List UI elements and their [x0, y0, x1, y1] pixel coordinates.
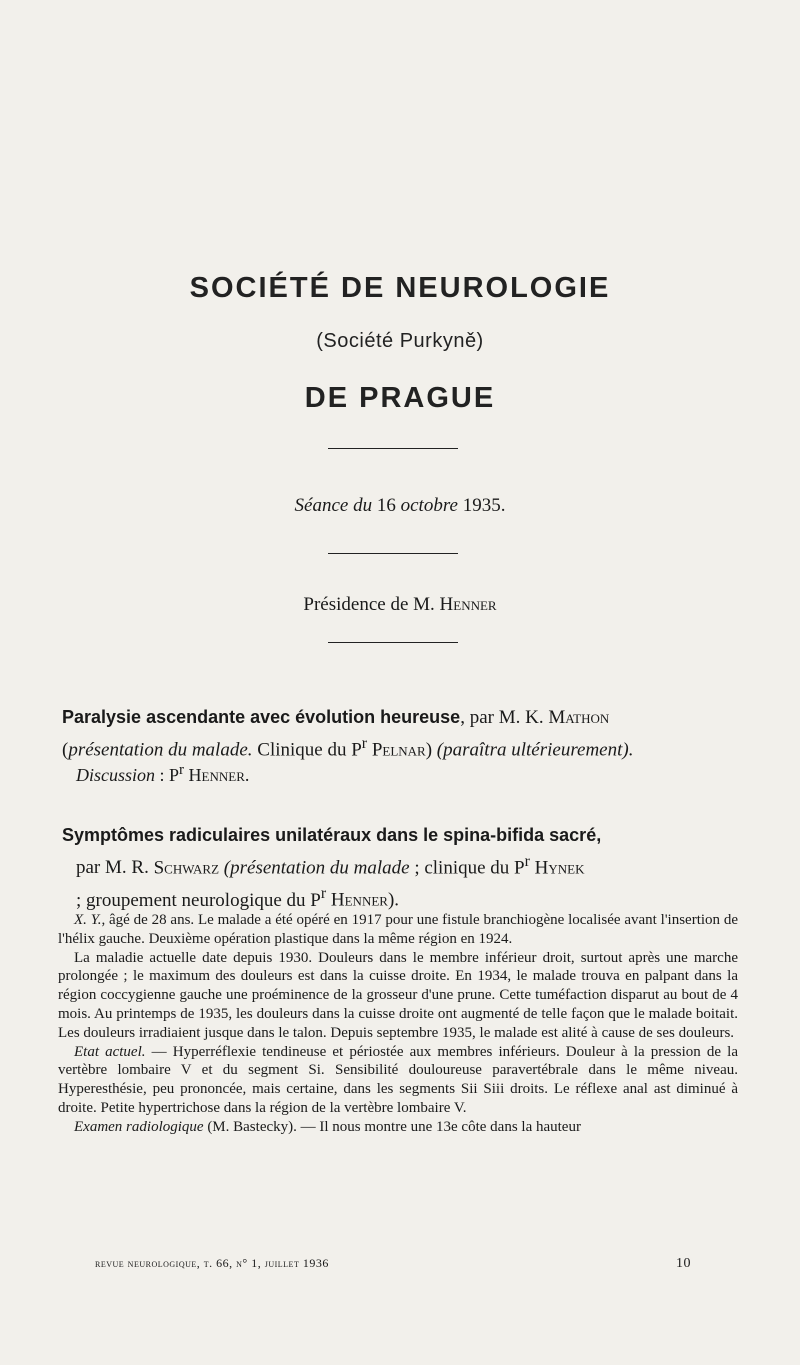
- article-1: [62, 704, 752, 763]
- article-1-clinic: Clinique du P: [252, 739, 362, 761]
- society-title: SOCIÉTÉ DE NEUROLOGIE: [189, 272, 611, 304]
- discussion-sup: r: [179, 762, 185, 778]
- page-footer: [95, 1256, 695, 1271]
- presidence-name: Henner: [439, 594, 497, 615]
- discussion-line: [76, 762, 249, 786]
- society-city: DE PRAGUE: [304, 382, 496, 414]
- page-number: 10: [676, 1256, 691, 1271]
- case-paragraph-3: [58, 1043, 738, 1118]
- case-paragraph-3-text: — Hyperréflexie tendineuse et périostée aux membres inférieurs. Douleur à la pression de la vertèbre lombaire V et du segment Si. Sensibilité douloureuse paravertébrale dans le même niveau. Hyperesthésie, peu prononcée, mais certaine, dans les segments Sii Siii droits. Le réflexe anal ast diminué à droite. Petite hypertrichose dans la région de la vertèbre lombaire V.: [58, 1043, 738, 1116]
- case-paragraph-4: [58, 1118, 738, 1137]
- article-2-by: par M. R.: [76, 857, 149, 879]
- article-2-grp-name: Henner: [330, 889, 388, 911]
- presidence-line: [0, 594, 800, 616]
- article-2-grp: ; groupement neurologique du P: [76, 889, 321, 911]
- discussion-sep: : P: [155, 765, 180, 785]
- seance-line: [0, 495, 800, 517]
- seance-month: octobre: [400, 495, 458, 516]
- society-subtitle: (Société Purkyně): [316, 330, 484, 352]
- article-1-note: présentation du malade.: [68, 739, 253, 761]
- article-1-by: , par M. K.: [460, 707, 544, 728]
- case-paragraph-2: La maladie actuelle date depuis 1930. Douleurs dans le membre inférieur droit, surtout après une marche prolongée ; le maximum des douleurs est dans la cuisse droite. En 1934, le malade trouva en palpant dans la région coccygienne gauche une proéminence de la grosseur d'une prune. Cette tuméfaction disparut au bout de 4 mois. Au printemps de 1935, les douleurs dans la cuisse droite ont augmenté de telle façon que le malade boitait. Les douleurs irradiaient jusque dans le talon. Depuis septembre 1935, le malade est alité à cause de ses douleurs.: [58, 949, 738, 1041]
- divider-1: [328, 448, 458, 449]
- presidence-prefix: Présidence de M.: [303, 594, 435, 615]
- seance-day: 16: [376, 495, 396, 516]
- discussion-name: Henner.: [188, 765, 250, 785]
- seance-year: 1935.: [462, 495, 506, 516]
- article-1-author: Mathon: [548, 707, 610, 728]
- article-1-sup: r: [361, 735, 368, 752]
- article-1-open: (: [62, 739, 69, 761]
- etat-actuel-label: Etat actuel.: [74, 1043, 146, 1060]
- article-2-sup: r: [524, 853, 530, 870]
- article-1-close: ): [425, 739, 437, 761]
- examen-label: Examen radiologique: [74, 1118, 204, 1135]
- discussion-label: Discussion: [76, 765, 156, 785]
- article-2-grp-sup: r: [320, 885, 327, 903]
- article-2-clinic: ; clinique du P: [409, 857, 525, 879]
- article-1-later: (paraîtra ultérieurement).: [436, 739, 634, 761]
- case-report: [58, 911, 738, 1137]
- article-2-note: (présentation du malade: [223, 857, 410, 879]
- case-paragraph-1: [58, 911, 738, 949]
- divider-3: [328, 642, 458, 643]
- divider-2: [328, 553, 458, 554]
- case-paragraph-1-text: , âgé de 28 ans. Le malade a été opéré en 1917 pour une fistule branchiogène localisée avant l'insertion de l'hélix gauche. Deuxième opération plastique dans la même région en 1924.: [58, 912, 738, 947]
- journal-reference: revue neurologique, t. 66, n° 1, juillet 1936: [95, 1256, 329, 1270]
- article-1-title: Paralysie ascendante avec évolution heureuse: [62, 707, 461, 727]
- article-2-grp-end: ).: [387, 889, 400, 911]
- seance-prefix: Séance du: [294, 495, 373, 516]
- case-patient: X. Y.: [74, 912, 102, 928]
- article-1-clinic-name: Pelnar: [371, 739, 426, 761]
- article-2-clinic-name: Hynek: [534, 857, 585, 879]
- article-2-author: Schwarz: [153, 857, 220, 879]
- article-2: [62, 822, 752, 914]
- article-2-title: Symptômes radiculaires unilatéraux dans le spina-bifida sacré,: [62, 825, 602, 845]
- case-paragraph-4-text: (M. Bastecky). — Il nous montre une 13e côte dans la hauteur: [203, 1118, 581, 1135]
